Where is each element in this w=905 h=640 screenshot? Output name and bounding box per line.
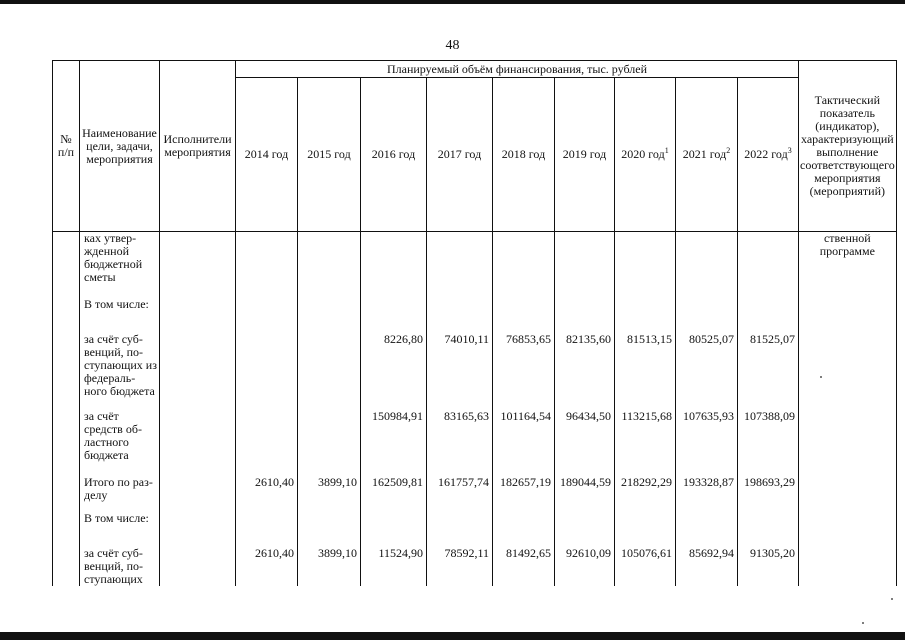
header-row-top xyxy=(53,61,897,78)
cell-value-6: 218292,29 xyxy=(615,468,676,512)
cell-value-2: 150984,91 xyxy=(361,410,427,468)
cell-value-3 xyxy=(427,512,493,537)
cell-value-7: 193328,87 xyxy=(676,468,738,512)
cell-value-3: 78592,11 xyxy=(427,537,493,586)
cell-name: Итого по раз-делу xyxy=(80,468,160,512)
page-number: 48 xyxy=(445,38,460,53)
cell-num xyxy=(53,325,80,410)
cell-name: за счёт средств об-ластного бюджета xyxy=(80,410,160,468)
cell-value-6: 81513,15 xyxy=(615,325,676,410)
cell-value-2 xyxy=(361,232,427,293)
cell-value-0: 2610,40 xyxy=(236,468,298,512)
cell-value-4: 81492,65 xyxy=(493,537,555,586)
cell-num xyxy=(53,512,80,537)
cell-name: ках утвер-жденной бюджетной сметы xyxy=(80,232,160,293)
cell-value-5 xyxy=(555,232,615,293)
table-row xyxy=(53,468,897,512)
table-row xyxy=(53,232,897,293)
cell-executor xyxy=(160,232,236,293)
cell-value-2 xyxy=(361,292,427,325)
cell-name: за счёт суб-венций, по-ступающих xyxy=(80,537,160,586)
header-num: № п/п xyxy=(53,61,80,232)
cell-value-6 xyxy=(615,512,676,537)
cell-value-0 xyxy=(236,325,298,410)
bottom-border-bar xyxy=(0,632,905,640)
header-year-8: 2022 год$^3$ xyxy=(738,78,799,232)
header-year-2: 2016 год xyxy=(361,78,427,232)
cell-num xyxy=(53,232,80,293)
header-name: Наименование цели, задачи, мероприятия xyxy=(80,61,160,232)
header-year-3: 2017 год xyxy=(427,78,493,232)
cell-num xyxy=(53,292,80,325)
cell-indicator xyxy=(799,537,897,586)
cell-value-4: 76853,65 xyxy=(493,325,555,410)
cell-num xyxy=(53,537,80,586)
table-row xyxy=(53,325,897,410)
cell-value-4 xyxy=(493,232,555,293)
cell-value-1 xyxy=(298,512,361,537)
financing-table xyxy=(52,60,897,586)
header-year-4: 2018 год xyxy=(493,78,555,232)
header-year-0: 2014 год xyxy=(236,78,298,232)
table-row xyxy=(53,292,897,325)
cell-value-5 xyxy=(555,512,615,537)
cell-value-3 xyxy=(427,232,493,293)
cell-value-1 xyxy=(298,325,361,410)
cell-value-1: 3899,10 xyxy=(298,537,361,586)
cell-value-5: 82135,60 xyxy=(555,325,615,410)
cell-value-1 xyxy=(298,232,361,293)
cell-indicator xyxy=(799,512,897,537)
scan-speck xyxy=(862,622,864,624)
cell-value-2 xyxy=(361,512,427,537)
cell-value-7: 80525,07 xyxy=(676,325,738,410)
cell-value-0 xyxy=(236,410,298,468)
cell-value-2: 8226,80 xyxy=(361,325,427,410)
scan-speck xyxy=(820,376,822,378)
cell-num xyxy=(53,410,80,468)
cell-value-4: 182657,19 xyxy=(493,468,555,512)
header-year-5: 2019 год xyxy=(555,78,615,232)
cell-value-7 xyxy=(676,232,738,293)
header-year-1: 2015 год xyxy=(298,78,361,232)
cell-value-8: 81525,07 xyxy=(738,325,799,410)
cell-value-2: 162509,81 xyxy=(361,468,427,512)
cell-value-5: 92610,09 xyxy=(555,537,615,586)
header-year-6: 2020 год$^1$ xyxy=(615,78,676,232)
cell-value-7 xyxy=(676,292,738,325)
cell-value-4 xyxy=(493,512,555,537)
cell-value-4: 101164,54 xyxy=(493,410,555,468)
cell-indicator xyxy=(799,410,897,468)
cell-name: В том числе: xyxy=(80,512,160,537)
table-row xyxy=(53,410,897,468)
header-year-7: 2021 год$^2$ xyxy=(676,78,738,232)
cell-indicator xyxy=(799,292,897,325)
cell-value-6 xyxy=(615,232,676,293)
cell-indicator: ственной программе xyxy=(799,232,897,293)
cell-executor xyxy=(160,537,236,586)
cell-value-7 xyxy=(676,512,738,537)
scan-speck xyxy=(891,598,893,600)
cell-value-6 xyxy=(615,292,676,325)
cell-value-7: 107635,93 xyxy=(676,410,738,468)
cell-value-6: 105076,61 xyxy=(615,537,676,586)
cell-value-7: 85692,94 xyxy=(676,537,738,586)
cell-value-5 xyxy=(555,292,615,325)
cell-value-8: 91305,20 xyxy=(738,537,799,586)
cell-value-3 xyxy=(427,292,493,325)
table-row xyxy=(53,512,897,537)
cell-value-1 xyxy=(298,410,361,468)
cell-executor xyxy=(160,410,236,468)
header-executor: Исполнители мероприятия xyxy=(160,61,236,232)
cell-value-1 xyxy=(298,292,361,325)
cell-name: за счёт суб-венций, по-ступающих из федераль-ного бюджета xyxy=(80,325,160,410)
cell-executor xyxy=(160,468,236,512)
table-row xyxy=(53,537,897,586)
cell-indicator xyxy=(799,468,897,512)
cell-executor xyxy=(160,292,236,325)
cell-value-0 xyxy=(236,512,298,537)
cell-value-0 xyxy=(236,232,298,293)
cell-value-0 xyxy=(236,292,298,325)
cell-value-6: 113215,68 xyxy=(615,410,676,468)
cell-value-8 xyxy=(738,292,799,325)
cell-name: В том числе: xyxy=(80,292,160,325)
cell-value-8: 107388,09 xyxy=(738,410,799,468)
cell-value-5: 96434,50 xyxy=(555,410,615,468)
cell-value-5: 189044,59 xyxy=(555,468,615,512)
cell-value-0: 2610,40 xyxy=(236,537,298,586)
cell-value-3: 74010,11 xyxy=(427,325,493,410)
header-indicator: Тактический показатель (индикатор), характеризующий выполнение соответствующего мероприятия (мероприятий) xyxy=(799,61,897,232)
cell-value-3: 161757,74 xyxy=(427,468,493,512)
cell-value-3: 83165,63 xyxy=(427,410,493,468)
cell-value-4 xyxy=(493,292,555,325)
header-financing-group: Планируемый объём финансирования, тыс. рублей xyxy=(236,61,799,78)
cell-value-8 xyxy=(738,512,799,537)
cell-num xyxy=(53,468,80,512)
cell-value-1: 3899,10 xyxy=(298,468,361,512)
cell-value-8 xyxy=(738,232,799,293)
cell-value-8: 198693,29 xyxy=(738,468,799,512)
top-border-bar xyxy=(0,0,905,4)
table-body xyxy=(53,232,897,587)
cell-executor xyxy=(160,512,236,537)
cell-value-2: 11524,90 xyxy=(361,537,427,586)
cell-executor xyxy=(160,325,236,410)
cell-indicator xyxy=(799,325,897,410)
